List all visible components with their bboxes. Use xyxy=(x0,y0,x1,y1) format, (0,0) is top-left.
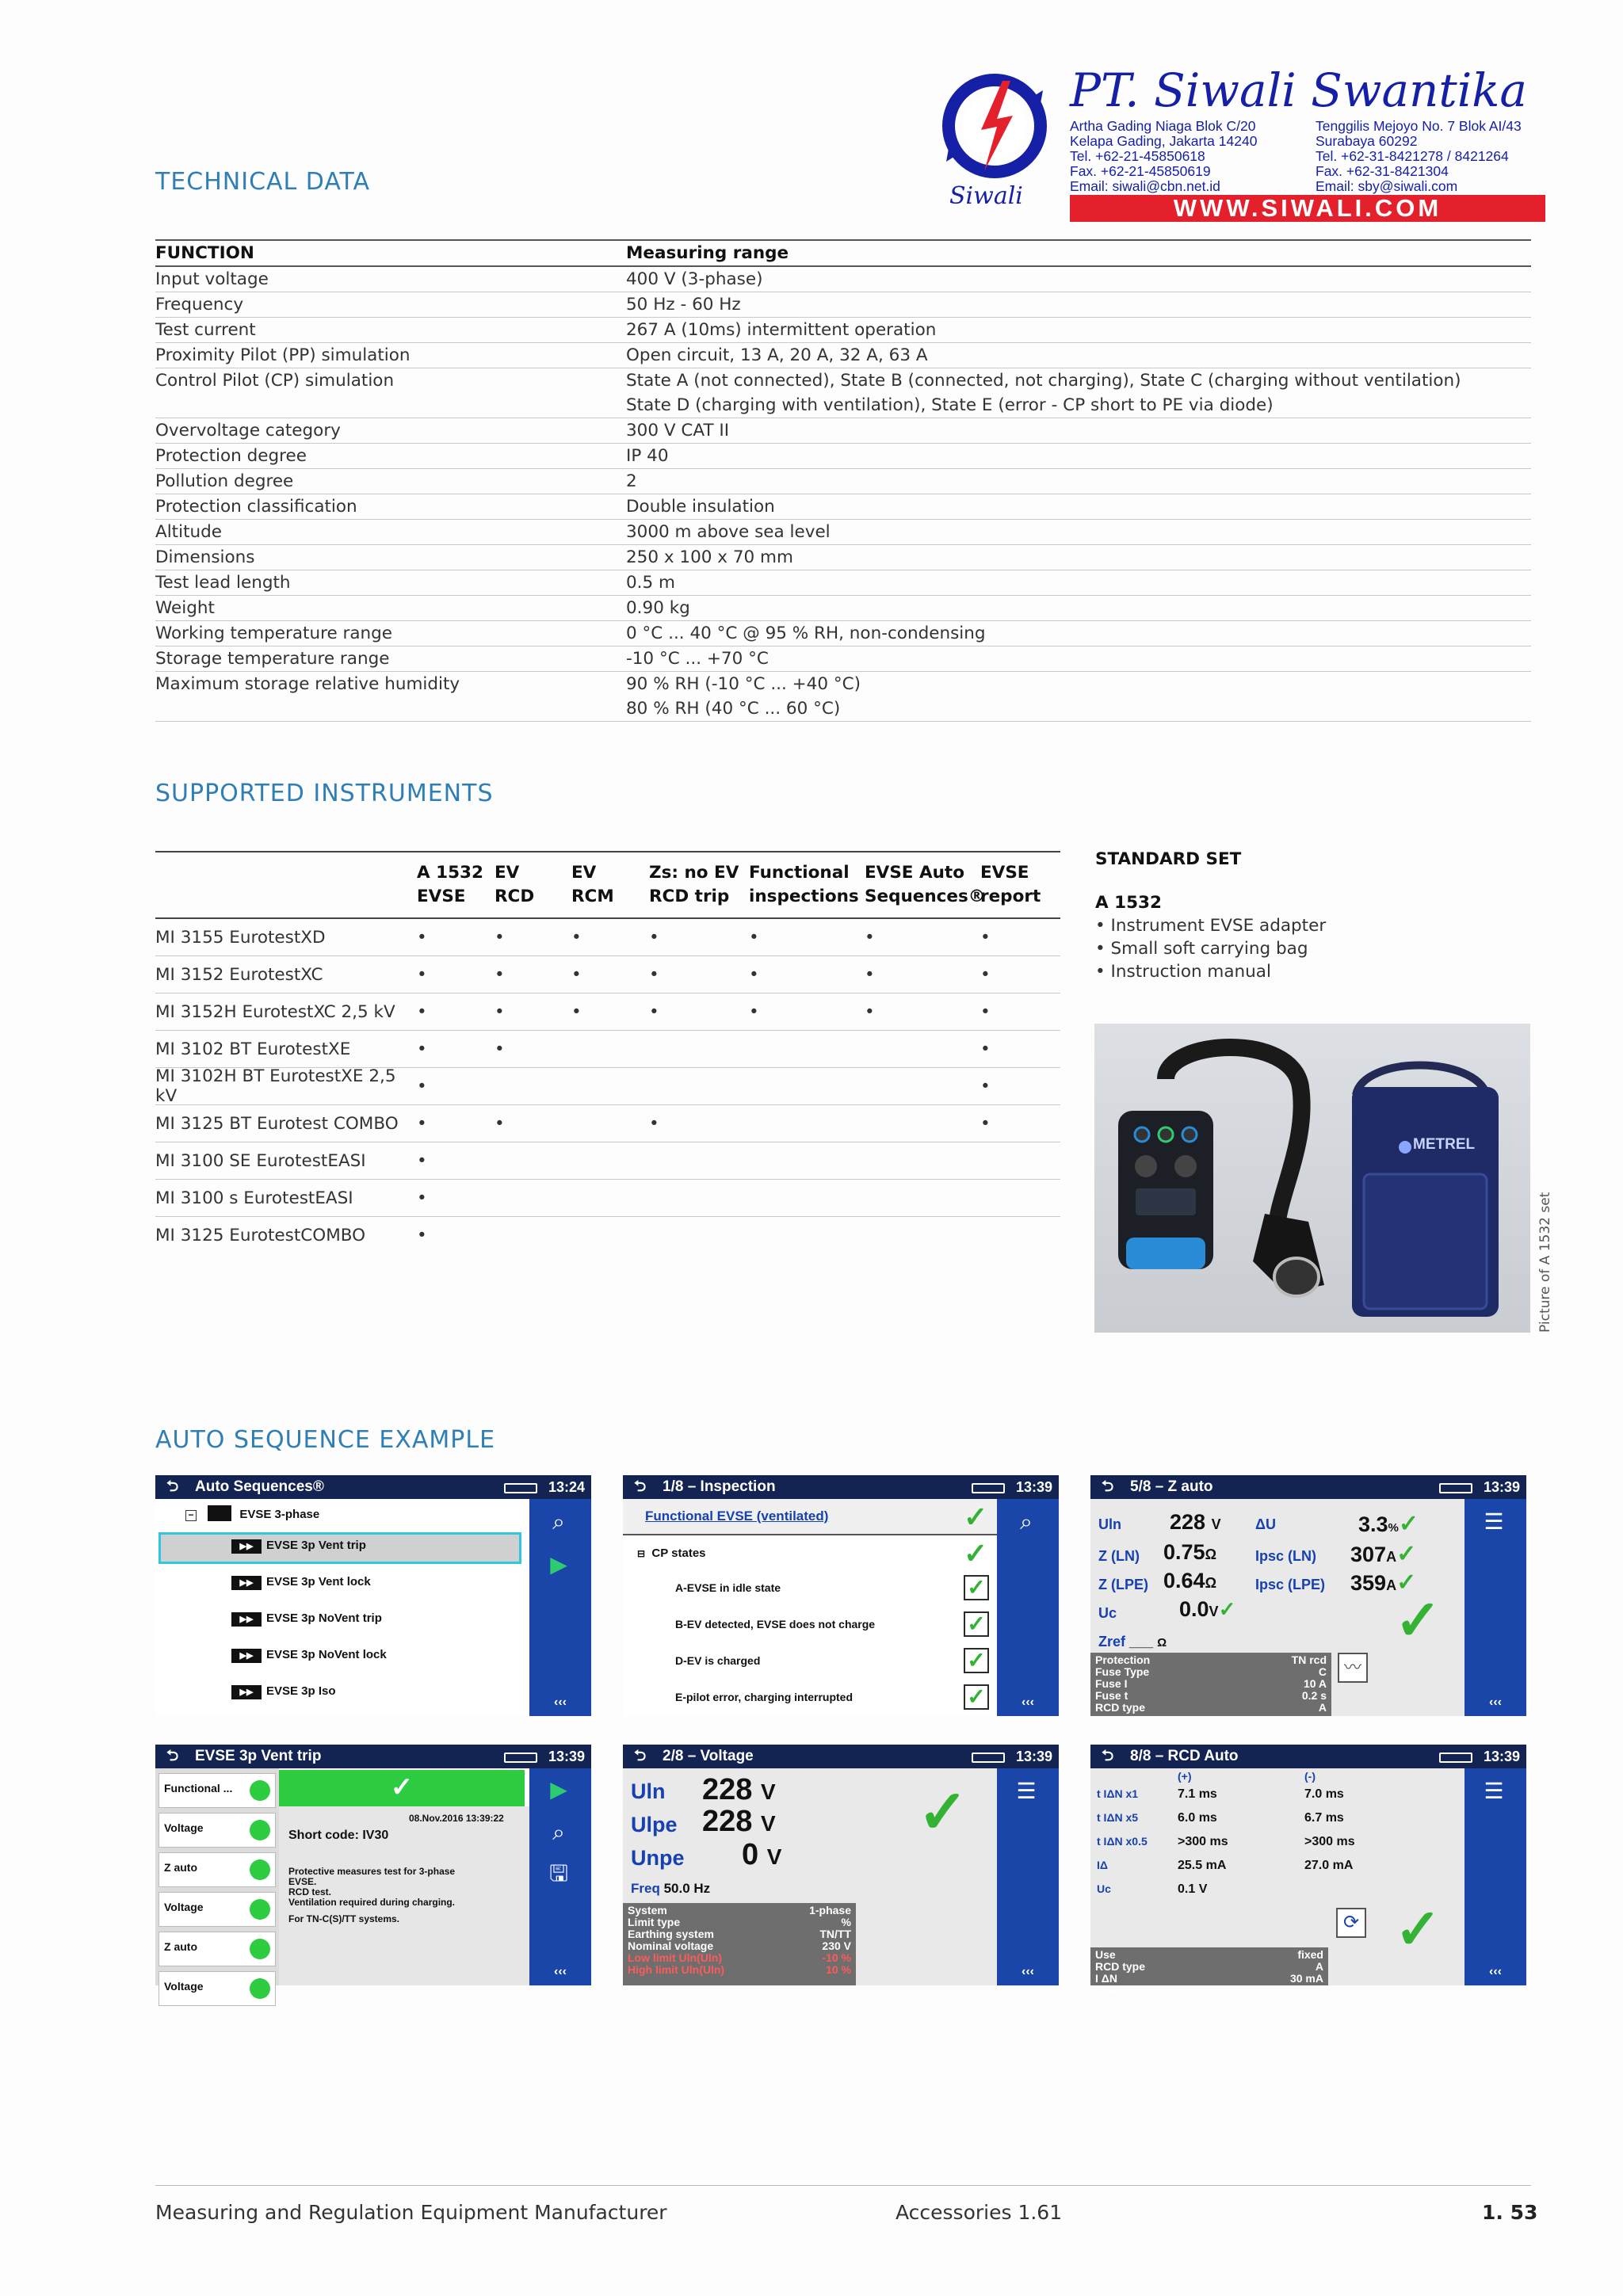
table-row: MI 3125 EurotestCOMBO • xyxy=(155,1217,1060,1254)
support-mark: • xyxy=(417,1001,427,1022)
support-mark: • xyxy=(980,927,991,948)
info-row: Use fixed xyxy=(1095,1948,1323,1961)
support-mark: • xyxy=(980,1039,991,1059)
info-panel xyxy=(1090,1947,1328,1997)
checkbox-checked[interactable]: ✓ xyxy=(964,1611,989,1637)
info-panel xyxy=(623,1903,856,1985)
timestamp: 08.Nov.2016 13:39:22 xyxy=(409,1813,504,1824)
support-mark: • xyxy=(865,927,875,948)
column-header: EV RCD xyxy=(495,863,535,906)
page-number: 1. 53 xyxy=(1482,2201,1538,2224)
cp-states-group[interactable]: ⊟ CP states xyxy=(637,1547,706,1560)
table-header xyxy=(155,851,1060,919)
more-arrows-icon[interactable]: ‹‹‹ xyxy=(554,1695,567,1709)
sequence-item[interactable]: ▶▶ EVSE 3p Vent lock xyxy=(231,1575,371,1590)
battery-icon xyxy=(504,1483,537,1493)
table-cell: 0.5 m xyxy=(626,573,675,593)
address-jakarta: Artha Gading Niaga Blok C/20 Kelapa Gading, Jakarta 14240 Tel. +62-21-45850618 Fax. +62-21-45850619 Email: siwali@cbn.net.id xyxy=(1070,118,1258,194)
table-row: MI 3102 BT EurotestXE • • • xyxy=(155,1031,1060,1068)
table-cell: 300 V CAT II xyxy=(626,421,730,441)
auto-sequence-title: AUTO SEQUENCE EXAMPLE xyxy=(155,1426,496,1454)
support-mark: • xyxy=(417,1188,427,1208)
list-doc-icon[interactable]: ☰ xyxy=(1484,1779,1504,1803)
list-item: • Instruction manual xyxy=(1095,962,1271,982)
list-item: • Small soft carrying bag xyxy=(1095,939,1308,959)
column-header: Functional inspections xyxy=(749,863,859,906)
more-arrows-icon[interactable]: ‹‹‹ xyxy=(554,1965,567,1978)
support-mark: • xyxy=(649,927,659,948)
sequence-icon: ▶▶ xyxy=(231,1649,262,1663)
table-row: MI 3100 SE EurotestEASI • xyxy=(155,1142,1060,1180)
column-header: EV RCM xyxy=(571,863,614,906)
status-ok-icon xyxy=(250,1780,270,1801)
sequence-icon: ▶▶ xyxy=(231,1612,262,1627)
column-header: EVSE Auto Sequences® xyxy=(865,863,986,906)
table-row: Control Pilot (CP) simulation State A (not connected), State B (connected, not charging), State C (charging without ventilation) State D (charging with ventilation), State E (error - CP short to PE via diode) xyxy=(155,368,1531,418)
result-pass-banner: ✓ xyxy=(279,1770,525,1806)
sequence-step[interactable]: Z auto xyxy=(158,1852,276,1887)
info-row: Limit type % xyxy=(628,1916,851,1928)
footer-section: Accessories 1.61 xyxy=(896,2201,1063,2224)
table-cell: 2 xyxy=(626,471,637,491)
table-row: Maximum storage relative humidity 90 % RH (-10 °C ... +40 °C) 80 % RH (40 °C ... 60 °C) xyxy=(155,672,1531,722)
info-panel xyxy=(1090,1653,1331,1716)
support-mark: • xyxy=(649,964,659,985)
more-arrows-icon[interactable]: ‹‹‹ xyxy=(1022,1965,1034,1978)
check-icon: ✓ xyxy=(964,1501,988,1533)
table-cell: Double insulation xyxy=(626,497,775,517)
sequence-icon: ▶▶ xyxy=(231,1576,262,1590)
table-row: Protection degree IP 40 xyxy=(155,444,1531,469)
info-row: RCD type A xyxy=(1095,1960,1323,1973)
pass-check-icon: ✓ xyxy=(1395,1589,1442,1651)
table-row: MI 3125 BT Eurotest COMBO • • • • xyxy=(155,1105,1060,1142)
more-arrows-icon[interactable]: ‹‹‹ xyxy=(1489,1695,1502,1709)
bag-brand-label: METREL xyxy=(1413,1136,1476,1153)
support-mark: • xyxy=(749,964,759,985)
support-mark: • xyxy=(980,1076,991,1097)
sequence-icon: ▶▶ xyxy=(231,1685,262,1699)
back-arrow-icon[interactable]: ⮌ xyxy=(1102,1478,1114,1495)
table-row: MI 3100 s EurotestEASI • xyxy=(155,1180,1060,1217)
sequence-step[interactable]: Z auto xyxy=(158,1932,276,1966)
save-icon[interactable]: 🖫 xyxy=(549,1861,568,1886)
table-cell: 267 A (10ms) intermittent operation xyxy=(626,320,937,340)
support-mark: • xyxy=(495,964,505,985)
technical-data-table xyxy=(155,239,1531,722)
inspection-item: A-EVSE in idle state xyxy=(675,1581,781,1594)
support-mark: • xyxy=(417,1150,427,1171)
back-arrow-icon[interactable]: ⮌ xyxy=(166,1478,179,1495)
support-mark: • xyxy=(495,1113,505,1134)
table-row: Frequency 50 Hz - 60 Hz xyxy=(155,292,1531,318)
table-cell: 0 °C ... 40 °C @ 95 % RH, non-condensing xyxy=(626,624,986,643)
a1532-set-illustration xyxy=(1094,1024,1530,1333)
photo-caption: Picture of A 1532 set xyxy=(1537,1192,1553,1333)
screen-title-bar: ⮌ Auto Sequences® 13:24 xyxy=(155,1475,591,1499)
table-row: MI 3102H BT EurotestXE 2,5 kV • • xyxy=(155,1068,1060,1105)
table-row: MI 3152H EurotestXC 2,5 kV • • • • • • • xyxy=(155,994,1060,1031)
table-cell: 0.90 kg xyxy=(626,598,690,618)
support-mark: • xyxy=(649,1113,659,1134)
inspection-header: Functional EVSE (ventilated) xyxy=(645,1508,829,1524)
screen-auto-sequences xyxy=(155,1475,591,1716)
standard-set xyxy=(1095,848,1539,983)
support-mark: • xyxy=(495,1039,505,1059)
info-row: Earthing system TN/TT xyxy=(628,1928,851,1940)
table-row: Working temperature range 0 °C ... 40 °C @ 95 % RH, non-condensing xyxy=(155,621,1531,646)
support-mark: • xyxy=(865,964,875,985)
info-row: System 1-phase xyxy=(628,1904,851,1917)
support-mark: • xyxy=(417,1113,427,1134)
inspection-item: D-EV is charged xyxy=(675,1654,761,1667)
sequence-description: Protective measures test for 3-phase EVSE. RCD test. Ventilation required during charging. For TN-C(S)/TT systems. xyxy=(288,1866,456,1924)
pass-check-icon: ✓ xyxy=(1395,1898,1442,1960)
sequence-item[interactable]: ▶▶ EVSE 3p Vent trip xyxy=(231,1539,366,1554)
table-cell: 250 x 100 x 70 mm xyxy=(626,547,793,567)
info-row: Fuse I 10 A xyxy=(1095,1677,1327,1690)
column-header: EVSE report xyxy=(980,863,1041,906)
sequence-step[interactable]: Voltage xyxy=(158,1971,276,2006)
info-row: High limit Uln(Uln) 10 % xyxy=(628,1963,851,1976)
status-ok-icon xyxy=(250,1859,270,1880)
table-cell: 3000 m above sea level xyxy=(626,522,831,542)
status-ok-icon xyxy=(250,1978,270,1999)
back-arrow-icon[interactable]: ⮌ xyxy=(166,1748,179,1764)
table-row: Pollution degree 2 xyxy=(155,469,1531,494)
battery-icon xyxy=(972,1753,1005,1763)
more-arrows-icon[interactable]: ‹‹‹ xyxy=(1489,1965,1502,1978)
list-doc-icon[interactable]: ☰ xyxy=(1016,1779,1037,1803)
support-mark: • xyxy=(417,1076,427,1097)
search-doc-icon[interactable]: ⌕ xyxy=(1020,1509,1033,1534)
support-mark: • xyxy=(865,1001,875,1022)
table-cell: 400 V (3-phase) xyxy=(626,269,763,289)
table-cell: State A (not connected), State B (connected, not charging), State C (charging without ventilation) State D (charging with ventilation), State E (error - CP short to PE via diode) xyxy=(626,371,1461,415)
info-row: Protection TN rcd xyxy=(1095,1653,1327,1666)
support-mark: • xyxy=(495,927,505,948)
sequence-item[interactable]: ▶▶ EVSE 3p NoVent trip xyxy=(231,1611,382,1627)
table-cell: 50 Hz - 60 Hz xyxy=(626,295,741,315)
list-item: • Instrument EVSE adapter xyxy=(1095,916,1327,936)
collapse-icon: − xyxy=(185,1510,197,1521)
supported-instruments-table xyxy=(155,851,1060,1254)
screen-rcd-auto: ⮌ 8/8 – RCD Auto 13:39 (+) (-) t IΔN x1 7.1 ms 7.0 ms t IΔN x5 6.0 ms 6.7 ms t IΔN x0.5 >300 ms >300 ms IΔ 25.5 mA 27.0 mA Uc 0.1 V ⟳ ✓ Use fixed RCD type A I ΔN 30 mA Selectivity G ☰ ‹‹‹ xyxy=(1090,1745,1526,1985)
table-cell: 90 % RH (-10 °C ... +40 °C) 80 % RH (40 °C ... 60 °C) xyxy=(626,674,861,719)
table-row: Test lead length 0.5 m xyxy=(155,570,1531,596)
siwali-logo-icon xyxy=(935,67,1054,185)
more-arrows-icon[interactable]: ‹‹‹ xyxy=(1022,1695,1034,1709)
sequence-step[interactable]: Voltage xyxy=(158,1813,276,1848)
checkbox-checked[interactable]: ✓ xyxy=(964,1684,989,1710)
support-mark: • xyxy=(417,927,427,948)
sequence-item[interactable]: ▶▶ EVSE 3p NoVent lock xyxy=(231,1648,387,1663)
support-mark: • xyxy=(417,964,427,985)
product-photo xyxy=(1094,1024,1530,1333)
table-row: Protection classification Double insulation xyxy=(155,494,1531,520)
support-mark: • xyxy=(571,1001,582,1022)
support-mark: • xyxy=(749,1001,759,1022)
table-row: Dimensions 250 x 100 x 70 mm xyxy=(155,545,1531,570)
support-mark: • xyxy=(980,1113,991,1134)
battery-icon xyxy=(1439,1483,1472,1493)
table-row: Altitude 3000 m above sea level xyxy=(155,520,1531,545)
table-row: Storage temperature range -10 °C ... +70 °C xyxy=(155,646,1531,672)
table-cell: IP 40 xyxy=(626,446,669,466)
folder-icon xyxy=(208,1505,231,1521)
table-row: Test current 267 A (10ms) intermittent operation xyxy=(155,318,1531,343)
back-arrow-icon[interactable]: ⮌ xyxy=(634,1478,647,1495)
support-mark: • xyxy=(417,1226,427,1245)
support-mark: • xyxy=(495,1001,505,1022)
table-cell: Open circuit, 13 A, 20 A, 32 A, 63 A xyxy=(626,345,928,365)
footer-divider xyxy=(155,2185,1531,2186)
refresh-icon[interactable]: ⟳ xyxy=(1336,1908,1366,1938)
sequence-item[interactable]: ▶▶ EVSE 3p Iso xyxy=(231,1684,336,1699)
column-header: Zs: no EV RCD trip xyxy=(649,863,739,906)
play-icon[interactable]: ▶ xyxy=(550,1552,567,1577)
support-mark: • xyxy=(649,1001,659,1022)
battery-icon xyxy=(1439,1753,1472,1763)
status-ok-icon xyxy=(250,1899,270,1920)
back-arrow-icon[interactable]: ⮌ xyxy=(1102,1748,1114,1764)
info-row: I ΔN 30 mA xyxy=(1095,1972,1323,1985)
waveform-icon[interactable]: 〰 xyxy=(1338,1653,1368,1683)
table-row: Overvoltage category 300 V CAT II xyxy=(155,418,1531,444)
support-mark: • xyxy=(980,1001,991,1022)
logo-script-text: Siwali xyxy=(949,182,1023,210)
standard-set-heading: STANDARD SET xyxy=(1095,849,1242,869)
support-mark: • xyxy=(749,927,759,948)
support-mark: • xyxy=(417,1039,427,1059)
website-banner: WWW.SIWALI.COM xyxy=(1070,195,1545,222)
play-icon[interactable]: ▶ xyxy=(550,1777,567,1802)
company-name: PT. Siwali Swantika xyxy=(1070,63,1527,117)
check-icon: ✓ xyxy=(964,1537,988,1569)
checkbox-checked[interactable]: ✓ xyxy=(964,1648,989,1673)
column-header: A 1532 EVSE xyxy=(417,863,483,906)
table-row: Weight 0.90 kg xyxy=(155,596,1531,621)
pass-check-icon: ✓ xyxy=(918,1779,968,1846)
search-doc-icon[interactable]: ⌕ xyxy=(552,1509,565,1534)
info-row: Fuse Type C xyxy=(1095,1665,1327,1678)
status-ok-icon xyxy=(250,1939,270,1959)
support-mark: • xyxy=(571,927,582,948)
table-row: MI 3152 EurotestXC • • • • • • • xyxy=(155,956,1060,994)
inspection-item: B-EV detected, EVSE does not charge xyxy=(675,1618,876,1630)
table-row: Proximity Pilot (PP) simulation Open circuit, 13 A, 20 A, 32 A, 63 A xyxy=(155,343,1531,368)
screen-sequence-detail: ⮌ EVSE 3p Vent trip 13:39 Functional ... Voltage Z auto Voltage Z auto Voltage ✓ 08.Nov.2016 13:39:22 Short code: IV30 Protective measures test for 3-phase EVSE. RCD test. Ventilation required during charging. For TN-C(S)/TT systems. ▶ ⌕ 🖫 ‹‹‹ xyxy=(155,1745,591,1985)
screen-voltage: ⮌ 2/8 – Voltage 13:39 Uln 228 V Ulpe 228 V Unpe 0 V ✓ Freq 50.0 Hz System 1-phase Limit type % Earthing system TN/TT Nominal voltage 230 V Low limit Uln(Uln) -10 % High limit Uln(Uln) 10 % ☰ ‹‹‹ xyxy=(623,1745,1059,1985)
sequence-step[interactable]: Functional ... xyxy=(158,1773,276,1808)
technical-data-title: TECHNICAL DATA xyxy=(155,168,371,196)
short-code: Short code: IV30 xyxy=(288,1829,389,1842)
info-row: Low limit Uln(Uln) -10 % xyxy=(628,1951,851,1964)
checkbox-checked[interactable]: ✓ xyxy=(964,1575,989,1600)
folder-row[interactable]: − EVSE 3-phase xyxy=(185,1505,319,1521)
screen-inspection: ⮌ 1/8 – Inspection 13:39 Functional EVSE (ventilated) ✓ ⊟ CP states ✓ A-EVSE in idle state ✓ B-EV detected, EVSE does not charge ✓ D-EV is charged ✓ E-pilot error, charging interrupted ✓ ⌕ ‹‹‹ xyxy=(623,1475,1059,1716)
table-row: MI 3155 EurotestXD • • • • • • • xyxy=(155,919,1060,956)
table-cell: -10 °C ... +70 °C xyxy=(626,649,769,669)
sequence-icon: ▶▶ xyxy=(231,1539,262,1554)
table-header: FUNCTION Measuring range xyxy=(155,239,1531,267)
info-row: RCD type A xyxy=(1095,1701,1327,1714)
inspection-item: E-pilot error, charging interrupted xyxy=(675,1691,854,1703)
search-doc-icon[interactable]: ⌕ xyxy=(552,1820,565,1844)
support-mark: • xyxy=(980,964,991,985)
sequence-step[interactable]: Voltage xyxy=(158,1892,276,1927)
address-surabaya: Tenggilis Mejoyo No. 7 Blok AI/43 Surabaya 60292 Tel. +62-31-8421278 / 8421264 Fax. +62-31-8421304 Email: sby@siwali.com xyxy=(1316,118,1522,194)
info-row: Nominal voltage 230 V xyxy=(628,1939,851,1952)
status-ok-icon xyxy=(250,1820,270,1840)
support-mark: • xyxy=(571,964,582,985)
company-logo xyxy=(935,63,1553,223)
battery-icon xyxy=(972,1483,1005,1493)
info-row: Selectivity G xyxy=(1095,1984,1323,1997)
info-row: Fuse t 0.2 s xyxy=(1095,1689,1327,1702)
product-code: A 1532 xyxy=(1095,893,1162,913)
battery-icon xyxy=(504,1753,537,1763)
screen-z-auto: ⮌ 5/8 – Z auto 13:39 Uln 228 V ΔU 3.3%✓ Z (LN) 0.75Ω Ipsc (LN) 307A✓ Z (LPE) 0.64Ω Ipsc (LPE) 359A✓ Uc 0.0V✓ ✓ Zref ___ Ω Protection TN rcd Fuse Type C Fuse I 10 A Fuse t 0.2 s RCD type A 〰 ☰ ‹‹‹ xyxy=(1090,1475,1526,1716)
table-row: Input voltage 400 V (3-phase) xyxy=(155,267,1531,292)
back-arrow-icon[interactable]: ⮌ xyxy=(634,1748,647,1764)
supported-instruments-title: SUPPORTED INSTRUMENTS xyxy=(155,780,494,807)
list-doc-icon[interactable]: ☰ xyxy=(1484,1509,1504,1534)
footer-tagline: Measuring and Regulation Equipment Manufacturer xyxy=(155,2201,667,2224)
